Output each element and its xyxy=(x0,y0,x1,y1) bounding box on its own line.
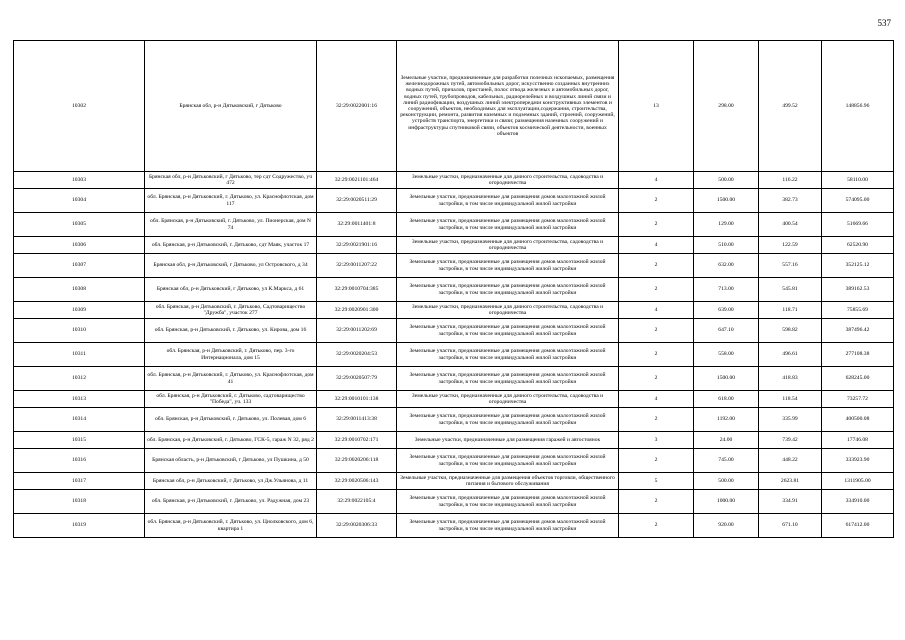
use-code-cell: 2 xyxy=(619,490,694,514)
address-cell: обл. Брянская, р-н Дятьковский, г. Дятьково, пер. 3-го Интернационала, дом 15 xyxy=(145,343,317,367)
address-cell: Брянская область, р-н Дятьковский, г Дятьково, ул Пушкина, д 50 xyxy=(145,449,317,473)
row-id-cell: 10309 xyxy=(14,302,145,319)
address-cell: обл. Брянская, р-н Дятьковский, г. Дятьково, ул. Пионерская, дом N 74 xyxy=(145,213,317,237)
area-cell: 558.00 xyxy=(694,343,759,367)
cadastral-value-cell: 574095.00 xyxy=(822,189,894,213)
use-code-cell: 2 xyxy=(619,319,694,343)
row-id-cell: 10302 xyxy=(14,41,145,172)
row-id-cell: 10311 xyxy=(14,343,145,367)
specific-value-cell: 545.81 xyxy=(759,278,822,302)
specific-value-cell: 382.73 xyxy=(759,189,822,213)
area-cell: 920.00 xyxy=(694,514,759,538)
area-cell: 1000.00 xyxy=(694,490,759,514)
cadastral-number-cell: 32:29:0021901:16 xyxy=(317,237,397,254)
cadastral-value-cell: 51669.66 xyxy=(822,213,894,237)
land-use-cell: Земельные участки, предназначенные для разработки полезных ископаемых, размещения железнодорожных путей, автомобильных дорог, искусственно созданных внутренних водных путей, причалов, пристаней, полос отвода железных и автомобильных дорог, водных путей, трубопроводов, кабельных, радиорелейных и воздушных линий связи и линий радиофикации, воздушных линий электропередачи конструктивных элементов и сооружений, объектов, необходимых для эксплуатации,содержания, строительства, реконструкции, ремонта, развития наземных и подземных зданий, строений, сооружений, устройств транспорта, энергетики и связи; размещения наземных сооружений и инфраструктуры спутниковой связи, объектов космической деятельности, военных объектов xyxy=(397,41,619,172)
land-use-cell: Земельные участки, предназначенные для размещения домов малоэтажной жилой застройки, в том числе индивидуальной жилой застройки xyxy=(397,408,619,432)
page-number: 537 xyxy=(877,18,891,28)
row-id-cell: 10315 xyxy=(14,432,145,449)
table-row xyxy=(14,514,894,538)
use-code-cell: 4 xyxy=(619,237,694,254)
cadastral-value-cell: 628245.00 xyxy=(822,367,894,391)
area-cell: 647.10 xyxy=(694,319,759,343)
land-use-cell: Земельные участки, предназначенные для размещения домов малоэтажной жилой застройки, в том числе индивидуальной жилой застройки xyxy=(397,490,619,514)
specific-value-cell: 118.71 xyxy=(759,302,822,319)
area-cell: 1192.00 xyxy=(694,408,759,432)
address-cell: обл. Брянская, р-н Дятьковский, г. Дятьково, ул. Циолковского, дом 6, квартира 1 xyxy=(145,514,317,538)
specific-value-cell: 2623.81 xyxy=(759,473,822,490)
row-id-cell: 10312 xyxy=(14,367,145,391)
land-use-cell: Земельные участки, предназначенные для размещения домов малоэтажной жилой застройки, в том числе индивидуальной жилой застройки xyxy=(397,278,619,302)
address-cell: обл. Брянская, р-н Дятьковский, г. Дятьково, ул. Полевая, дом 6 xyxy=(145,408,317,432)
specific-value-cell: 118.54 xyxy=(759,391,822,408)
cadastral-value-cell: 352125.12 xyxy=(822,254,894,278)
specific-value-cell: 598.82 xyxy=(759,319,822,343)
table-row xyxy=(14,278,894,302)
use-code-cell: 2 xyxy=(619,189,694,213)
table-row xyxy=(14,213,894,237)
specific-value-cell: 496.61 xyxy=(759,343,822,367)
use-code-cell: 2 xyxy=(619,213,694,237)
row-id-cell: 10314 xyxy=(14,408,145,432)
area-cell: 1500.00 xyxy=(694,189,759,213)
table-row xyxy=(14,302,894,319)
row-id-cell: 10306 xyxy=(14,237,145,254)
address-cell: обл. Брянская, р-н Дятьковский, г. Дятьково, ул. Краснофлотская, дом 41 xyxy=(145,367,317,391)
cadastral-number-cell: 32:29:0022001:16 xyxy=(317,41,397,172)
specific-value-cell: 335.99 xyxy=(759,408,822,432)
land-use-cell: Земельные участки, предназначенные для дачного строительства, садоводства и огородничества xyxy=(397,237,619,254)
cadastral-value-cell: 277108.38 xyxy=(822,343,894,367)
table-row xyxy=(14,473,894,490)
cadastral-number-cell: 32:29:0011207:22 xyxy=(317,254,397,278)
specific-value-cell: 418.83 xyxy=(759,367,822,391)
cadastral-value-cell: 389162.53 xyxy=(822,278,894,302)
table-row xyxy=(14,254,894,278)
table-row xyxy=(14,319,894,343)
specific-value-cell: 739.42 xyxy=(759,432,822,449)
cadastral-number-cell: 32:29:0021101:464 xyxy=(317,172,397,189)
specific-value-cell: 334.91 xyxy=(759,490,822,514)
table-row xyxy=(14,408,894,432)
area-cell: 500.00 xyxy=(694,172,759,189)
cadastral-number-cell: 32:29:0011401:8 xyxy=(317,213,397,237)
row-id-cell: 10303 xyxy=(14,172,145,189)
cadastral-number-cell: 32:29:0020507:79 xyxy=(317,367,397,391)
area-cell: 298.00 xyxy=(694,41,759,172)
cadastral-number-cell: 32:29:0011413:38 xyxy=(317,408,397,432)
row-id-cell: 10318 xyxy=(14,490,145,514)
cadastral-number-cell: 32:29:0020511:29 xyxy=(317,189,397,213)
address-cell: Брянская обл, р-н Дятьковский, г Дятьково xyxy=(145,41,317,172)
cadastral-number-cell: 32:29:0020206:118 xyxy=(317,449,397,473)
cadastral-value-cell: 333923.90 xyxy=(822,449,894,473)
cadastral-number-cell: 32:29:0020901:300 xyxy=(317,302,397,319)
land-use-cell: Земельные участки, предназначенные для дачного строительства, садоводства и огородничества xyxy=(397,391,619,408)
address-cell: обл. Брянская, р-н Дятьковский, г. Дятьково, сдт Маяк, участок 17 xyxy=(145,237,317,254)
cadastral-value-cell: 148856.96 xyxy=(822,41,894,172)
cadastral-value-cell: 17746.08 xyxy=(822,432,894,449)
cadastral-value-cell: 75855.69 xyxy=(822,302,894,319)
row-id-cell: 10304 xyxy=(14,189,145,213)
cadastral-value-cell: 400500.08 xyxy=(822,408,894,432)
use-code-cell: 5 xyxy=(619,473,694,490)
address-cell: Брянская обл, р-н Дятьковский, г Дятьково, ул К.Маркса, д 61 xyxy=(145,278,317,302)
cadastral-number-cell: 32:29:0022105:4 xyxy=(317,490,397,514)
land-use-cell: Земельные участки, предназначенные для дачного строительства, садоводства и огородничества xyxy=(397,172,619,189)
cadastral-number-cell: 32:29:0010702:171 xyxy=(317,432,397,449)
area-cell: 618.00 xyxy=(694,391,759,408)
table-row xyxy=(14,490,894,514)
cadastral-number-cell: 32:29:0020306:33 xyxy=(317,514,397,538)
land-use-cell: Земельные участки, предназначенные для размещения домов малоэтажной жилой застройки, в том числе индивидуальной жилой застройки xyxy=(397,367,619,391)
use-code-cell: 2 xyxy=(619,367,694,391)
cadastral-number-cell: 32:29:0011202:69 xyxy=(317,319,397,343)
area-cell: 510.00 xyxy=(694,237,759,254)
row-id-cell: 10316 xyxy=(14,449,145,473)
land-use-cell: Земельные участки, предназначенные для размещения домов малоэтажной жилой застройки, в том числе индивидуальной жилой застройки xyxy=(397,343,619,367)
land-use-cell: Земельные участки, предназначенные для размещения домов малоэтажной жилой застройки, в том числе индивидуальной жилой застройки xyxy=(397,319,619,343)
row-id-cell: 10313 xyxy=(14,391,145,408)
use-code-cell: 4 xyxy=(619,391,694,408)
specific-value-cell: 448.22 xyxy=(759,449,822,473)
table-row xyxy=(14,343,894,367)
land-use-cell: Земельные участки, предназначенные для размещения домов малоэтажной жилой застройки, в том числе индивидуальной жилой застройки xyxy=(397,514,619,538)
cadastral-number-cell: 32:29:0020204:53 xyxy=(317,343,397,367)
land-use-cell: Земельные участки, предназначенные для размещения объектов торговли, общественного питания и бытового обслуживания xyxy=(397,473,619,490)
row-id-cell: 10310 xyxy=(14,319,145,343)
cadastral-value-cell: 58110.00 xyxy=(822,172,894,189)
cadastral-value-cell: 617412.00 xyxy=(822,514,894,538)
land-use-cell: Земельные участки, предназначенные для размещения домов малоэтажной жилой застройки, в том числе индивидуальной жилой застройки xyxy=(397,449,619,473)
row-id-cell: 10319 xyxy=(14,514,145,538)
row-id-cell: 10317 xyxy=(14,473,145,490)
use-code-cell: 13 xyxy=(619,41,694,172)
address-cell: Брянская обл, р-н Дятьковский, г Дятьково, тер сдт Содружество, уч 472 xyxy=(145,172,317,189)
area-cell: 129.00 xyxy=(694,213,759,237)
row-id-cell: 10305 xyxy=(14,213,145,237)
table-row xyxy=(14,449,894,473)
address-cell: Брянская обл, р-н Дятьковский, г Дятьково, ул Дж.Ульянова, д 11 xyxy=(145,473,317,490)
address-cell: обл. Брянская, р-н Дятьковский, г. Дятьково, ул. Радужная, дом 23 xyxy=(145,490,317,514)
land-use-cell: Земельные участки, предназначенные для дачного строительства, садоводства и огородничества xyxy=(397,302,619,319)
area-cell: 639.00 xyxy=(694,302,759,319)
use-code-cell: 2 xyxy=(619,408,694,432)
table-row xyxy=(14,237,894,254)
area-cell: 24.00 xyxy=(694,432,759,449)
row-id-cell: 10308 xyxy=(14,278,145,302)
specific-value-cell: 557.16 xyxy=(759,254,822,278)
land-use-cell: Земельные участки, предназначенные для размещения домов малоэтажной жилой застройки, в том числе индивидуальной жилой застройки xyxy=(397,189,619,213)
table-row xyxy=(14,189,894,213)
specific-value-cell: 400.54 xyxy=(759,213,822,237)
address-cell: обл. Брянская, р-н Дятьковский, г. Дятьково, ул. Краснофлотская, дом 117 xyxy=(145,189,317,213)
specific-value-cell: 116.22 xyxy=(759,172,822,189)
land-use-cell: Земельные участки, предназначенные для размещения домов малоэтажной жилой застройки, в том числе индивидуальной жилой застройки xyxy=(397,254,619,278)
cadastral-number-cell: 32:29:0010101:138 xyxy=(317,391,397,408)
table-row xyxy=(14,367,894,391)
table-row xyxy=(14,172,894,189)
address-cell: обл. Брянская, р-н Дятьковский, г. Дятьково, ул. Кирова, дом 16 xyxy=(145,319,317,343)
land-use-cell: Земельные участки, предназначенные для размещения гаражей и автостоянок xyxy=(397,432,619,449)
specific-value-cell: 499.52 xyxy=(759,41,822,172)
cadastral-value-cell: 387496.42 xyxy=(822,319,894,343)
row-id-cell: 10307 xyxy=(14,254,145,278)
use-code-cell: 2 xyxy=(619,514,694,538)
specific-value-cell: 671.10 xyxy=(759,514,822,538)
cadastral-value-table xyxy=(13,40,894,538)
use-code-cell: 2 xyxy=(619,449,694,473)
table-row xyxy=(14,391,894,408)
use-code-cell: 4 xyxy=(619,302,694,319)
cadastral-value-cell: 334910.00 xyxy=(822,490,894,514)
area-cell: 745.00 xyxy=(694,449,759,473)
area-cell: 1500.00 xyxy=(694,367,759,391)
area-cell: 632.00 xyxy=(694,254,759,278)
area-cell: 713.00 xyxy=(694,278,759,302)
use-code-cell: 3 xyxy=(619,432,694,449)
use-code-cell: 2 xyxy=(619,343,694,367)
cadastral-value-cell: 62520.90 xyxy=(822,237,894,254)
use-code-cell: 2 xyxy=(619,278,694,302)
address-cell: обл. Брянская, р-н Дятьковский, г. Дятьково, ГСК-5, гараж N 32, ряд 2 xyxy=(145,432,317,449)
table-body xyxy=(14,41,894,538)
specific-value-cell: 122.59 xyxy=(759,237,822,254)
address-cell: обл. Брянская, р-н Дятьковский, г. Дятьково, Садтоварищество "Дружба", участок 277 xyxy=(145,302,317,319)
cadastral-value-cell: 1311905.00 xyxy=(822,473,894,490)
use-code-cell: 2 xyxy=(619,254,694,278)
cadastral-number-cell: 32:29:0010704:385 xyxy=(317,278,397,302)
area-cell: 500.00 xyxy=(694,473,759,490)
address-cell: Брянская обл, р-н Дятьковский, г Дятьково, ул Островского, д 34 xyxy=(145,254,317,278)
cadastral-number-cell: 32:29:0020506:143 xyxy=(317,473,397,490)
use-code-cell: 4 xyxy=(619,172,694,189)
address-cell: обл. Брянская, р-н Дятьковский, г. Дятьково, садтоварищество "Победа", уч. 133 xyxy=(145,391,317,408)
land-use-cell: Земельные участки, предназначенные для размещения домов малоэтажной жилой застройки, в том числе индивидуальной жилой застройки xyxy=(397,213,619,237)
table-row xyxy=(14,432,894,449)
table-row xyxy=(14,41,894,172)
cadastral-value-cell: 73257.72 xyxy=(822,391,894,408)
